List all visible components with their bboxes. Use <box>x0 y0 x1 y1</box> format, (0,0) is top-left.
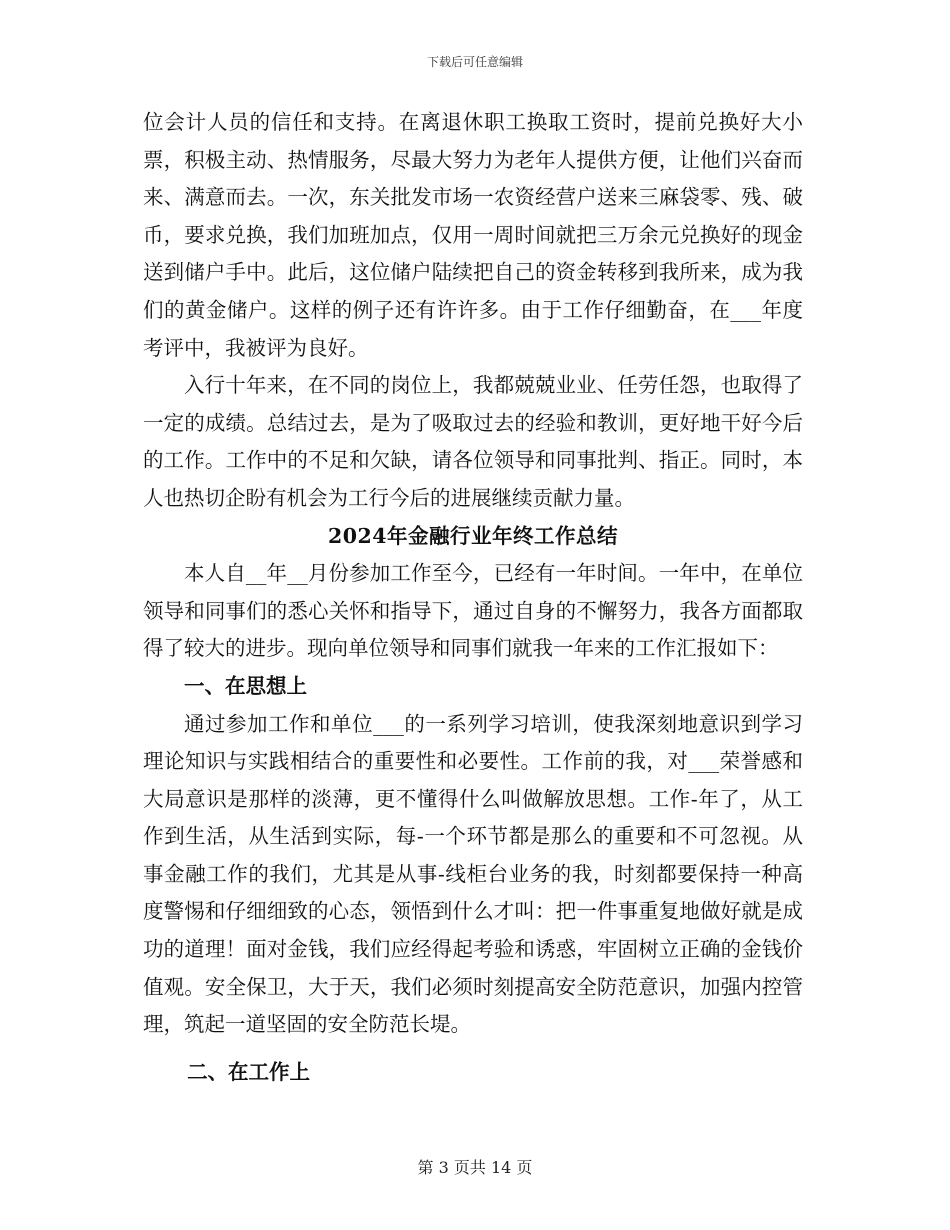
page-footer: 第 3 页共 14 页 <box>417 1158 533 1177</box>
page-header: 下载后可任意编辑 <box>426 55 523 69</box>
document-title: 2024年金融行业年终工作总结 <box>327 523 619 548</box>
paragraph-2: 入行十年来，在不同的岗位上，我都兢兢业业、任劳任怨，也取得了一定的成绩。总结过去，是为了吸取过去的经验和教训，更好地干好今后的工作。工作中的不足和欠缺，请各位领导和同事批判、指正。同时，本人也热切企盼有机会为工行今后的进展继续贡献力量。 <box>143 373 803 510</box>
section-heading-2: 二、在工作上 <box>187 1059 311 1084</box>
section-heading-1: 一、在思想上 <box>184 673 307 698</box>
paragraph-4: 通过参加工作和单位___的一系列学习培训，使我深刻地意识到学习理论知识与实践相结合的重要性和必要性。工作前的我，对___荣誉感和大局意识是那样的淡薄，更不懂得什么叫做解放思想。工作-年了，从工作到生活，从生活到实际，每-一个环节都是那么的重要和不可忽视。从事金融工作的我们，尤其是从事-线柜台业务的我，时刻都要保持一种高度警惕和仔细细致的心态，领悟到什么才叫：把一件事重复地做好就是成功的道理！面对金钱，我们应经得起考验和诱惑，牢固树立正确的金钱价值观。安全保卫，大于天，我们必须时刻提高安全防范意识，加强内控管理，筑起一道坚固的安全防范长堤。 <box>143 711 803 1037</box>
paragraph-3: 本人自__年__月份参加工作至今，已经有一年时间。一年中，在单位领导和同事们的悉心关怀和指导下，通过自身的不懈努力，我各方面都取得了较大的进步。现向单位领导和同事们就我一年来的工作汇报如下： <box>143 561 803 661</box>
document-body <box>143 104 803 1091</box>
paragraph-1: 位会计人员的信任和支持。在离退休职工换取工资时，提前兑换好大小票，积极主动、热情服务，尽最大努力为老年人提供方便，让他们兴奋而来、满意而去。一次，东关批发市场一农资经营户送来三麻袋零、残、破币，要求兑换，我们加班加点，仅用一周时间就把三万余元兑换好的现金送到储户手中。此后，这位储户陆续把自己的资金转移到我所来，成为我们的黄金储户。这样的例子还有许许多。由于工作仔细勤奋，在___年度考评中，我被评为良好。 <box>143 110 803 360</box>
